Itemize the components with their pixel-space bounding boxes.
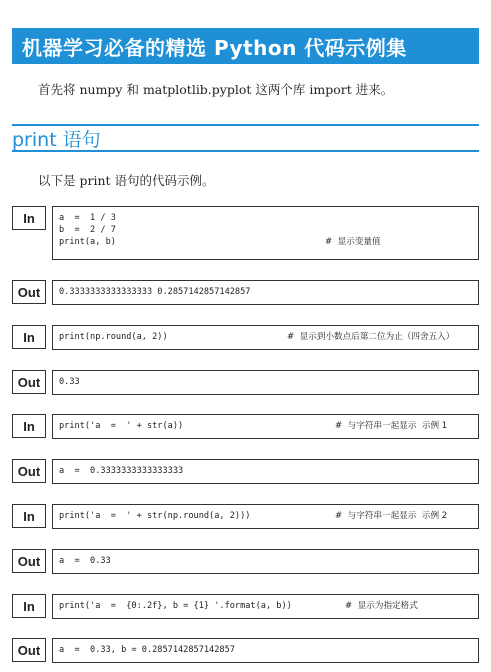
- code-line: [59, 236, 472, 248]
- output-box: [52, 549, 479, 574]
- section-header: [12, 124, 479, 152]
- section-description: 以下是 print 语句的代码示例。: [38, 173, 215, 188]
- output-line: [59, 555, 472, 567]
- code-line: [59, 212, 472, 224]
- page-title: 机器学习必备的精选 Python 代码示例集: [22, 35, 407, 60]
- code-cell-input: [12, 206, 479, 260]
- code-text: print('a = ' + str(np.round(a, 2))): [59, 511, 251, 521]
- code-text: print(np.round(a, 2)): [59, 332, 168, 342]
- code-box[interactable]: [52, 414, 479, 439]
- code-box[interactable]: [52, 504, 479, 529]
- code-text: print(a, b): [59, 237, 116, 247]
- cell-tag-in: In: [12, 325, 46, 349]
- output-box: [52, 638, 479, 663]
- section-title: print 语句: [12, 128, 101, 151]
- cell-tag-out: Out: [12, 370, 46, 394]
- cell-tag-in: In: [12, 594, 46, 618]
- code-cell-output: [12, 638, 479, 663]
- intro-text: 首先将 numpy 和 matplotlib.pyplot 这两个库 import 进来。: [38, 82, 394, 97]
- output-text: a = 0.3333333333333333: [59, 466, 184, 476]
- code-line: [59, 510, 472, 522]
- code-comment: # 与字符串一起显示 示例 1: [335, 421, 448, 431]
- code-text: print('a = ' + str(a)): [59, 421, 184, 431]
- code-line: [59, 600, 472, 612]
- code-cell-input: [12, 325, 479, 350]
- code-text: print('a = {0:.2f}, b = {1} '.format(a, b)): [59, 601, 292, 611]
- cell-tag-out: Out: [12, 638, 46, 662]
- code-box[interactable]: [52, 594, 479, 619]
- cell-tag-out: Out: [12, 280, 46, 304]
- output-text: 0.33: [59, 377, 80, 387]
- code-cell-input: [12, 414, 479, 439]
- code-cell-input: [12, 594, 479, 619]
- code-cell-output: [12, 459, 479, 484]
- output-text: a = 0.33, b = 0.2857142857142857: [59, 645, 235, 655]
- title-bar: [12, 28, 479, 64]
- code-line: [59, 331, 472, 343]
- code-comment: # 显示到小数点后第二位为止（四舍五入）: [287, 332, 455, 342]
- output-box: [52, 370, 479, 395]
- code-comment: # 与字符串一起显示 示例 2: [335, 511, 448, 521]
- cell-tag-in: In: [12, 504, 46, 528]
- output-text: a = 0.33: [59, 556, 111, 566]
- output-line: [59, 465, 472, 477]
- cell-tag-out: Out: [12, 459, 46, 483]
- output-box: [52, 459, 479, 484]
- code-text: a = 1 / 3: [59, 213, 116, 223]
- code-box[interactable]: [52, 206, 479, 260]
- code-comment: # 显示变量值: [325, 237, 381, 247]
- code-comment: # 显示为指定格式: [345, 601, 418, 611]
- output-line: [59, 376, 472, 388]
- code-cell-input: [12, 504, 479, 529]
- code-line: [59, 420, 472, 432]
- output-line: [59, 644, 472, 656]
- code-box[interactable]: [52, 325, 479, 350]
- cell-tag-in: In: [12, 414, 46, 438]
- output-line: [59, 286, 472, 298]
- code-text: b = 2 / 7: [59, 225, 116, 235]
- code-line: [59, 224, 472, 236]
- output-box: [52, 280, 479, 305]
- cell-tag-out: Out: [12, 549, 46, 573]
- output-text: 0.3333333333333333 0.2857142857142857: [59, 287, 251, 297]
- cell-tag-in: In: [12, 206, 46, 230]
- code-cell-output: [12, 280, 479, 305]
- code-cell-output: [12, 549, 479, 574]
- code-cell-output: [12, 370, 479, 395]
